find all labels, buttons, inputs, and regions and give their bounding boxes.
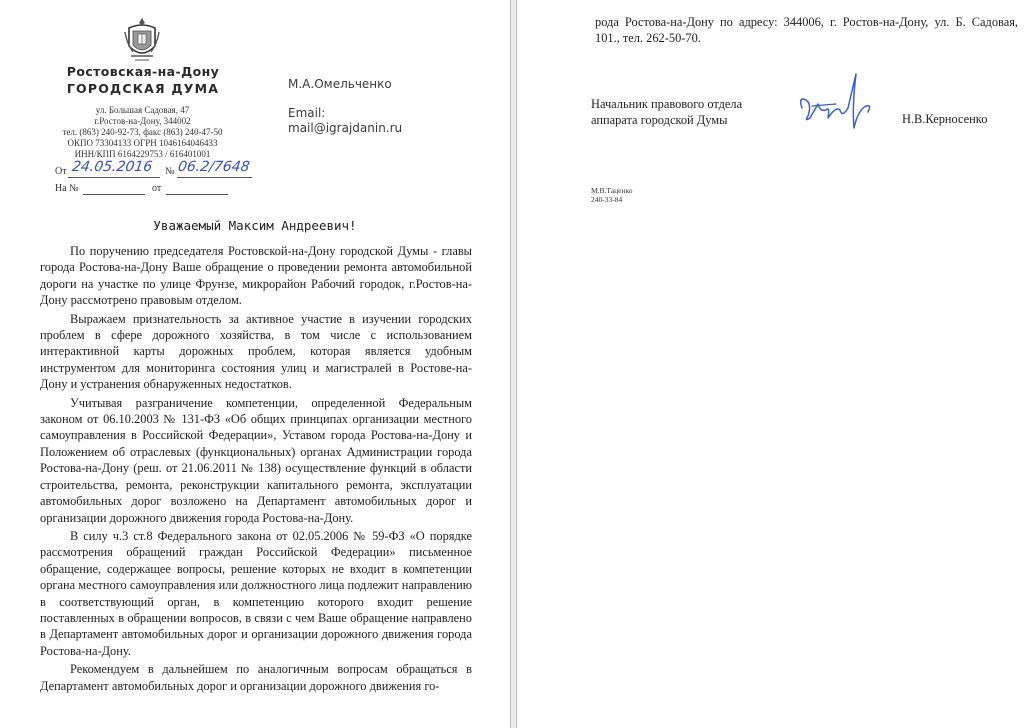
salutation: Уважаемый Максим Андреевич! [153,218,357,233]
paragraph: В силу ч.3 ст.8 Федерального закона от 02.05.2006 № 59-ФЗ «О порядке рассмотрения обращений граждан Российской Федерации» письменное обращение, содержащее вопросы, решение которых не входит в компетенции органа местного самоуправления или должностного лица подлежит направлению в соответствующий орган, в компетенцию которого входит решение поставленных в обращении вопросов, в связи с чем Ваше обращение направлено в Департамент автомобильных дорог и организации дорожного движения города Ростова-на-Дону. [40,528,472,658]
org-address-street: ул. Большая Садовая, 47 [95,105,190,115]
number-underline [177,177,252,178]
from-label: От [55,166,67,177]
reference-date-label: от [152,183,162,194]
paragraph: Выражаем признательность за активное участие в изучении городских проблем в сфере дорожного хозяйства, в том числе с использованием интерактивной карты дорожных проблем, которая является удобным инструментом для мониторинга состояния улиц и магистралей в Ростове-на-Дону и устранения обнаруженных недостатков. [40,311,472,392]
reference-number-underline [83,194,145,195]
handwritten-signature-icon [796,66,878,138]
letter-page-1 [0,0,510,728]
recipient-email: mail@igrajdanin.ru [288,121,403,135]
org-okpo-ogrn: ОКПО 73304133 ОГРН 1046164046433 [67,138,218,148]
registration-number: 06.2/7648 [176,159,251,175]
signer-title-line: аппарата городской Думы [591,113,728,127]
org-inn-kpp: ИНН/КПП 6164229753 / 616401001 [74,149,211,159]
paragraph: Учитывая разграничение компетенции, определенной Федеральным законом от 06.10.2003 № 131-ФЗ «Об общих принципах организации местного самоуправления в Российской Федерации», Уставом города Ростова-на-Дону и Положением об отраслевых (функциональных) органах Администрации города Ростова-на-Дону (реш. от 21.06.2011 № 138) осуществление функций в области строительства, ремонта, реконструкции капитального ремонта, эксплуатации автомобильных дорог возложено на Департамент автомобильных дорог и организации дорожного движения города Ростова-на-Дону. [40,395,472,525]
signer-name: Н.В.Керносенко [902,112,988,126]
paragraph: Рекомендуем в дальнейшем по аналогичным вопросам обращаться в Департамент автомобильных дорог и организации дорожного движения го- [40,662,472,693]
reference-number-label: На № [55,183,79,194]
recipient-email-label: Email: [288,106,326,120]
executor-info [591,186,633,204]
number-label: № [165,166,175,177]
letter-body [40,243,472,696]
org-phone-fax: тел. (863) 240-92-73, факс (863) 240-47-50 [62,127,223,137]
executor-name: М.В.Таценко [591,186,633,195]
org-address-city: г.Ростов-на-Дону, 344002 [94,116,191,126]
page-divider [510,0,517,728]
signer-title-line: Начальник правового отдела [591,97,743,111]
org-city-name: Ростовская-на-Дону [66,64,220,79]
city-coat-of-arms-icon [123,16,161,64]
registration-date: 24.05.2016 [70,159,154,175]
date-underline [68,177,160,178]
executor-phone: 240-33-84 [591,195,623,204]
continuation-text: рода Ростова-на-Дону по адресу: 344006, г. Ростов-на-Дону, ул. Б. Садовая, 101., тел. 262-50-70. [595,15,1018,46]
recipient-name: М.А.Омельченко [288,77,392,91]
paragraph: По поручению председателя Ростовской-на-Дону городской Думы - главы города Ростова-на-Дону Ваше обращение о проведении ремонта автомобильной дороги на участке по улице Фрунзе, микрорайон Рабочий городок, г.Ростов-на-Дону рассмотрено правовым отделом. [40,244,472,308]
reference-date-underline [166,194,228,195]
signer-title [591,96,742,128]
org-duma-name: ГОРОДСКАЯ ДУМА [66,81,220,96]
